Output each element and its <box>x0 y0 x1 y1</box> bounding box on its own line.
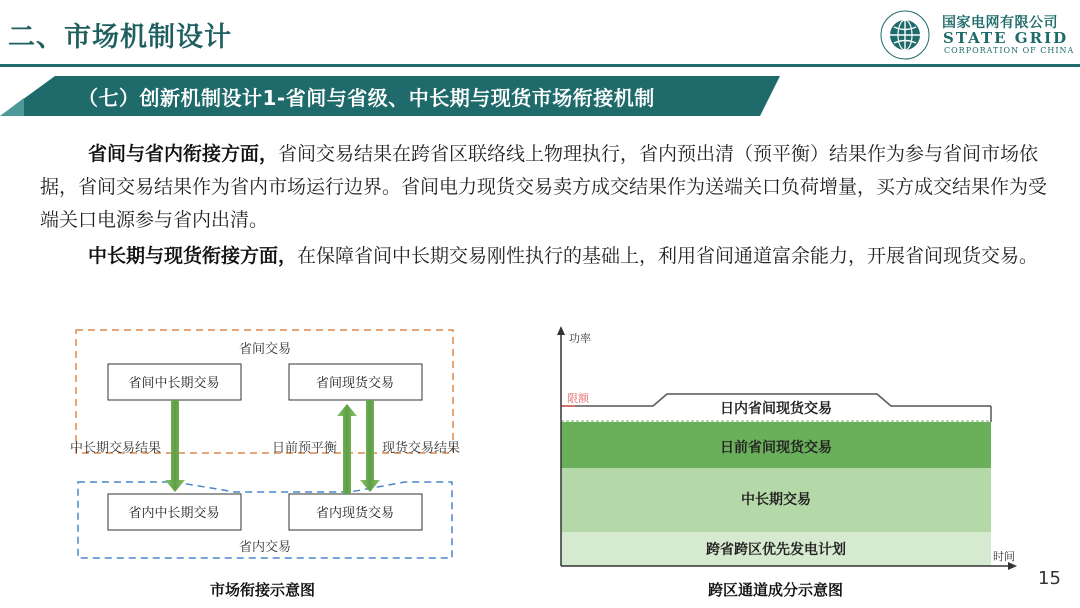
layer-midlong-label: 中长期交易 <box>741 492 811 508</box>
label-midlong-result: 中长期交易结果 <box>70 441 162 456</box>
inter-province-label: 省间交易 <box>238 342 292 357</box>
x-axis-label: 时间 <box>993 550 1015 563</box>
y-axis-label: 功率 <box>569 332 591 345</box>
section-title: （七）创新机制设计1-省间与省级、中长期与现货市场衔接机制 <box>78 86 655 110</box>
layer-dayahead-label: 日前省间现货交易 <box>720 440 832 456</box>
paragraph-text: 在保障省间中长期交易刚性执行的基础上，利用省间通道富余能力，开展省间现货交易。 <box>297 245 1039 267</box>
intra-province-label: 省内交易 <box>238 540 292 555</box>
limit-label: 限额 <box>567 392 589 405</box>
paragraph-text: 省间交易结果在跨省区联络线上物理执行，省内预出清（预平衡）结果作为参与省间市场依据，省间交易结果作为省内市场运行边界。省间电力现货交易卖方成交结果作为送端关口负荷增量，买方成交结果作为受端关口电源参与省内出清。 <box>40 143 1048 231</box>
paragraph-midlong-spot <box>40 240 1050 273</box>
box-inter-midlong-label: 省间中长期交易 <box>128 376 220 391</box>
market-linkage-diagram <box>60 320 480 570</box>
y-axis-arrow-icon <box>557 326 565 335</box>
x-axis-arrow-icon <box>1008 562 1017 570</box>
page-title: 二、市场机制设计 <box>8 22 232 53</box>
box-intra-spot-label: 省内现货交易 <box>315 506 395 521</box>
page-number: 15 <box>1038 568 1061 589</box>
paragraph-lead: 中长期与现货衔接方面， <box>88 245 298 267</box>
state-grid-logo-icon <box>880 10 930 60</box>
company-name-en: STATE GRID <box>943 29 1069 47</box>
right-diagram-caption: 跨区通道成分示意图 <box>708 581 844 599</box>
company-name-cn: 国家电网有限公司 <box>942 15 1058 31</box>
title-divider <box>0 64 1080 67</box>
paragraph-inter-intra <box>40 138 1050 237</box>
box-inter-spot-label: 省间现货交易 <box>315 376 395 391</box>
left-diagram-caption: 市场衔接示意图 <box>210 581 316 599</box>
box-intra-midlong-label: 省内中长期交易 <box>128 506 220 521</box>
layer-priority-label: 跨省跨区优先发电计划 <box>706 542 846 558</box>
arrow-midlong-down-icon <box>165 400 185 492</box>
company-subtitle: CORPORATION OF CHINA <box>944 46 1075 55</box>
arrow-dayahead-up-icon <box>337 404 357 494</box>
layer-intraday-label: 日内省间现货交易 <box>720 401 832 417</box>
arrow-spot-down-icon <box>360 400 380 492</box>
label-dayahead: 日前预平衡 <box>272 441 338 456</box>
paragraph-lead: 省间与省内衔接方面， <box>88 143 279 165</box>
label-spot-result: 现货交易结果 <box>382 441 461 456</box>
channel-composition-diagram <box>545 322 1025 574</box>
